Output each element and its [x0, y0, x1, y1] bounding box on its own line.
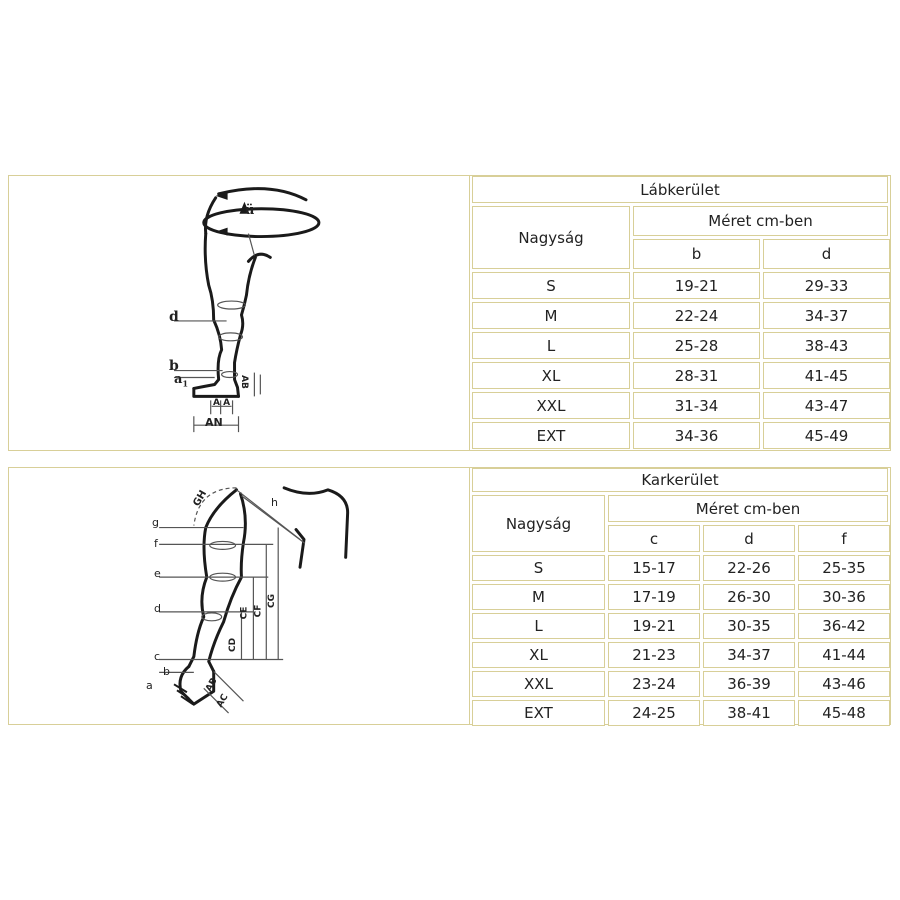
value-cell: 29-33 [763, 272, 890, 299]
column-header-d: d [703, 525, 795, 552]
size-cell: S [472, 555, 605, 581]
arm-label-gh: GH [191, 488, 210, 509]
arm-label-cg: CG [267, 594, 277, 608]
value-cell: 36-39 [703, 671, 795, 697]
column-header-f: f [798, 525, 890, 552]
arm-diagram [9, 468, 470, 724]
value-cell: 34-36 [633, 422, 760, 449]
size-cell: XXL [472, 392, 630, 419]
table-title: Lábkerület [472, 176, 888, 203]
leg-label-an: AN [205, 416, 223, 429]
leg-label-ab: AB [238, 375, 249, 389]
leg-panel [8, 175, 891, 451]
arm-label-c: c [154, 650, 161, 663]
arm-label-cd: CD [228, 637, 239, 653]
value-cell: 43-47 [763, 392, 890, 419]
value-cell: 41-44 [798, 642, 890, 668]
size-cell: S [472, 272, 630, 299]
column-header-c: c [608, 525, 700, 552]
leg-label-aa: A A [213, 398, 231, 408]
value-cell: 15-17 [608, 555, 700, 581]
value-cell: 24-25 [608, 700, 700, 726]
leg-label-a1: $a_1$ [174, 372, 189, 389]
arm-label-ab: AB [204, 676, 220, 694]
size-cell: EXT [472, 700, 605, 726]
value-cell: 22-26 [703, 555, 795, 581]
value-cell: 38-41 [703, 700, 795, 726]
value-cell: 41-45 [763, 362, 890, 389]
arm-label-ce: CE [239, 606, 250, 620]
table-title: Karkerület [472, 468, 888, 492]
size-cell: XXL [472, 671, 605, 697]
size-cell: M [472, 584, 605, 610]
leg-label-b: b [169, 358, 179, 374]
arm-label-d: d [154, 602, 161, 615]
value-cell: 45-48 [798, 700, 890, 726]
size-cell: EXT [472, 422, 630, 449]
size-cell: XL [472, 642, 605, 668]
value-cell: 17-19 [608, 584, 700, 610]
arm-label-cf: CF [253, 604, 264, 618]
value-cell: 19-21 [633, 272, 760, 299]
value-cell: 22-24 [633, 302, 760, 329]
arm-label-a: a [146, 679, 153, 692]
arm-label-f: f [154, 537, 158, 550]
size-cell: L [472, 613, 605, 639]
value-cell: 43-46 [798, 671, 890, 697]
value-cell: 38-43 [763, 332, 890, 359]
value-cell: 28-31 [633, 362, 760, 389]
value-cell: 36-42 [798, 613, 890, 639]
size-cell: L [472, 332, 630, 359]
size-cell: XL [472, 362, 630, 389]
size-cell: M [472, 302, 630, 329]
value-cell: 31-34 [633, 392, 760, 419]
value-cell: 23-24 [608, 671, 700, 697]
value-cell: 25-35 [798, 555, 890, 581]
arm-label-h: h [271, 496, 278, 509]
value-cell: 19-21 [608, 613, 700, 639]
measure-header: Méret cm-ben [608, 495, 888, 522]
value-cell: 34-37 [763, 302, 890, 329]
leg-diagram [9, 176, 470, 450]
value-cell: 26-30 [703, 584, 795, 610]
value-cell: 25-28 [633, 332, 760, 359]
value-cell: 34-37 [703, 642, 795, 668]
arm-label-b: b [163, 665, 170, 678]
size-header: Nagyság [472, 495, 605, 552]
arm-panel [8, 467, 891, 725]
size-header: Nagyság [472, 206, 630, 269]
measure-header: Méret cm-ben [633, 206, 888, 236]
value-cell: 45-49 [763, 422, 890, 449]
column-header-d: d [763, 239, 890, 269]
column-header-b: b [633, 239, 760, 269]
arm-outline-drawing [9, 468, 469, 724]
value-cell: 30-36 [798, 584, 890, 610]
leg-label-u: ü [245, 203, 255, 218]
value-cell: 30-35 [703, 613, 795, 639]
arm-label-g: g [152, 516, 159, 529]
value-cell: 21-23 [608, 642, 700, 668]
arm-label-ac: AC [215, 692, 231, 710]
leg-label-d: d [169, 309, 179, 325]
leg-outline-drawing [9, 176, 469, 450]
arm-label-e: e [154, 567, 161, 580]
